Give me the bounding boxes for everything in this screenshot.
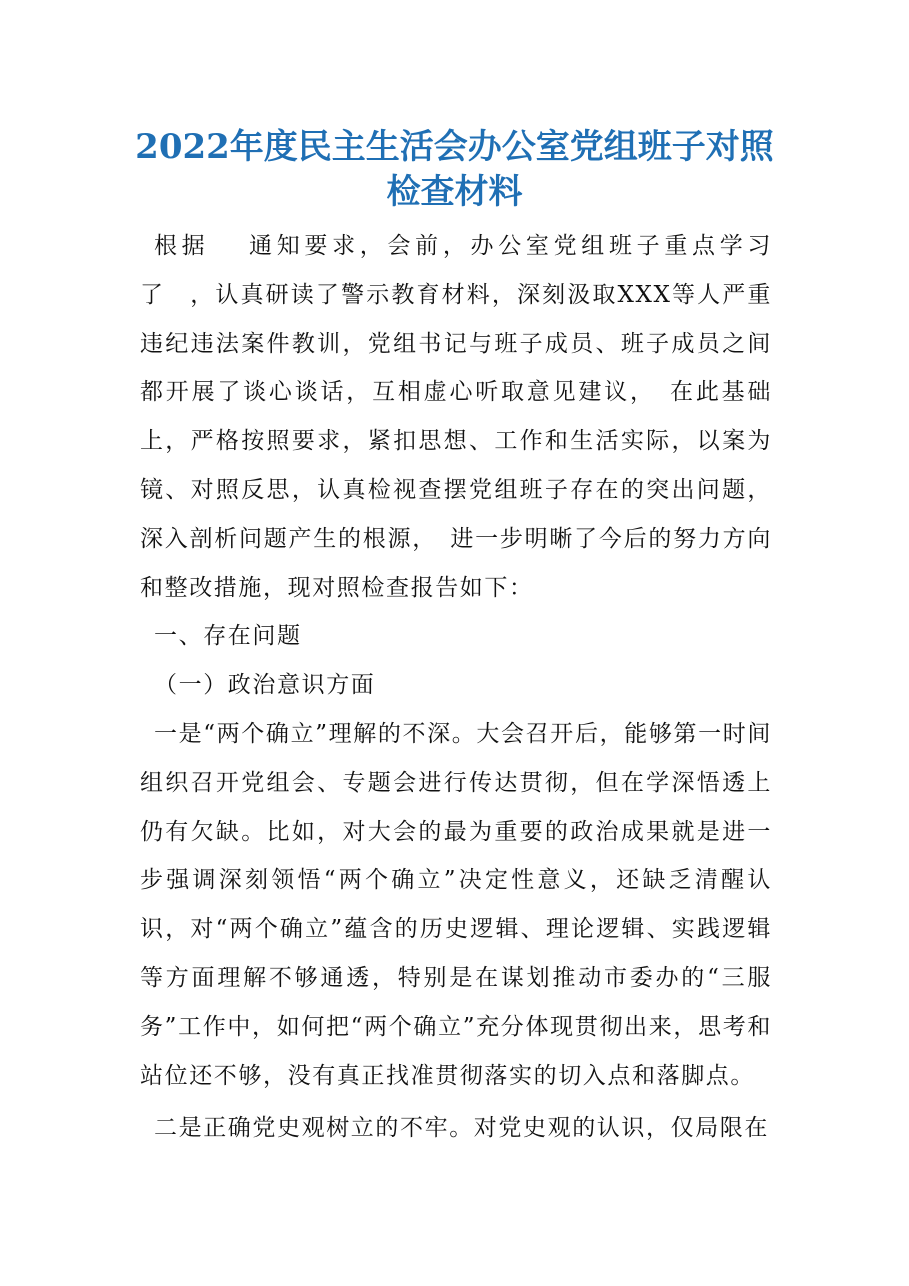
document-title-line-1: 2022年度民主生活会办公室党组班子对照 (135, 127, 774, 167)
problem-item-2: 二是正确党史观树立的不牢。对党史观的认识，仅局限在 (154, 1115, 769, 1142)
section-heading-problems: 一、存在问题 (154, 623, 302, 650)
document-title-line-2: 检查材料 (386, 172, 523, 212)
intro-paragraph: 根据 通知要求，会前，办公室党组班子重点学习了 ，认真研读了警示教育材料，深刻汲取XXX等人严重违纪违法案件教训，党组书记与班子成员、班子成员之间都开展了谈心谈话，互相虚心听取意见建议， 在此基础上，严格按照要求，紧扣思想、工作和生活实际，以案为镜、对照反思，认真检视查摆党组班子存在的突出问题，深入剖析问题产生的根源， 进一步明晰了今后的努力方向和整改措施，现对照检查报告如下： (140, 233, 772, 601)
problem-item-1: 一是“两个确立”理解的不深。大会召开后，能够第一时间组织召开党组会、专题会进行传达贯彻，但在学深悟透上仍有欠缺。比如，对大会的最为重要的政治成果就是进一步强调深刻领悟“两个确立”决定性意义，还缺乏清醒认识，对“两个确立”蕴含的历史逻辑、理论逻辑、实践逻辑等方面理解不够通透，特别是在谋划推动市委办的“三服务”工作中，如何把“两个确立”充分体现贯彻出来，思考和站位还不够，没有真正找准贯彻落实的切入点和落脚点。 (140, 720, 772, 1089)
document-body (140, 222, 772, 1153)
subsection-heading-political: （一）政治意识方面 (154, 672, 376, 699)
